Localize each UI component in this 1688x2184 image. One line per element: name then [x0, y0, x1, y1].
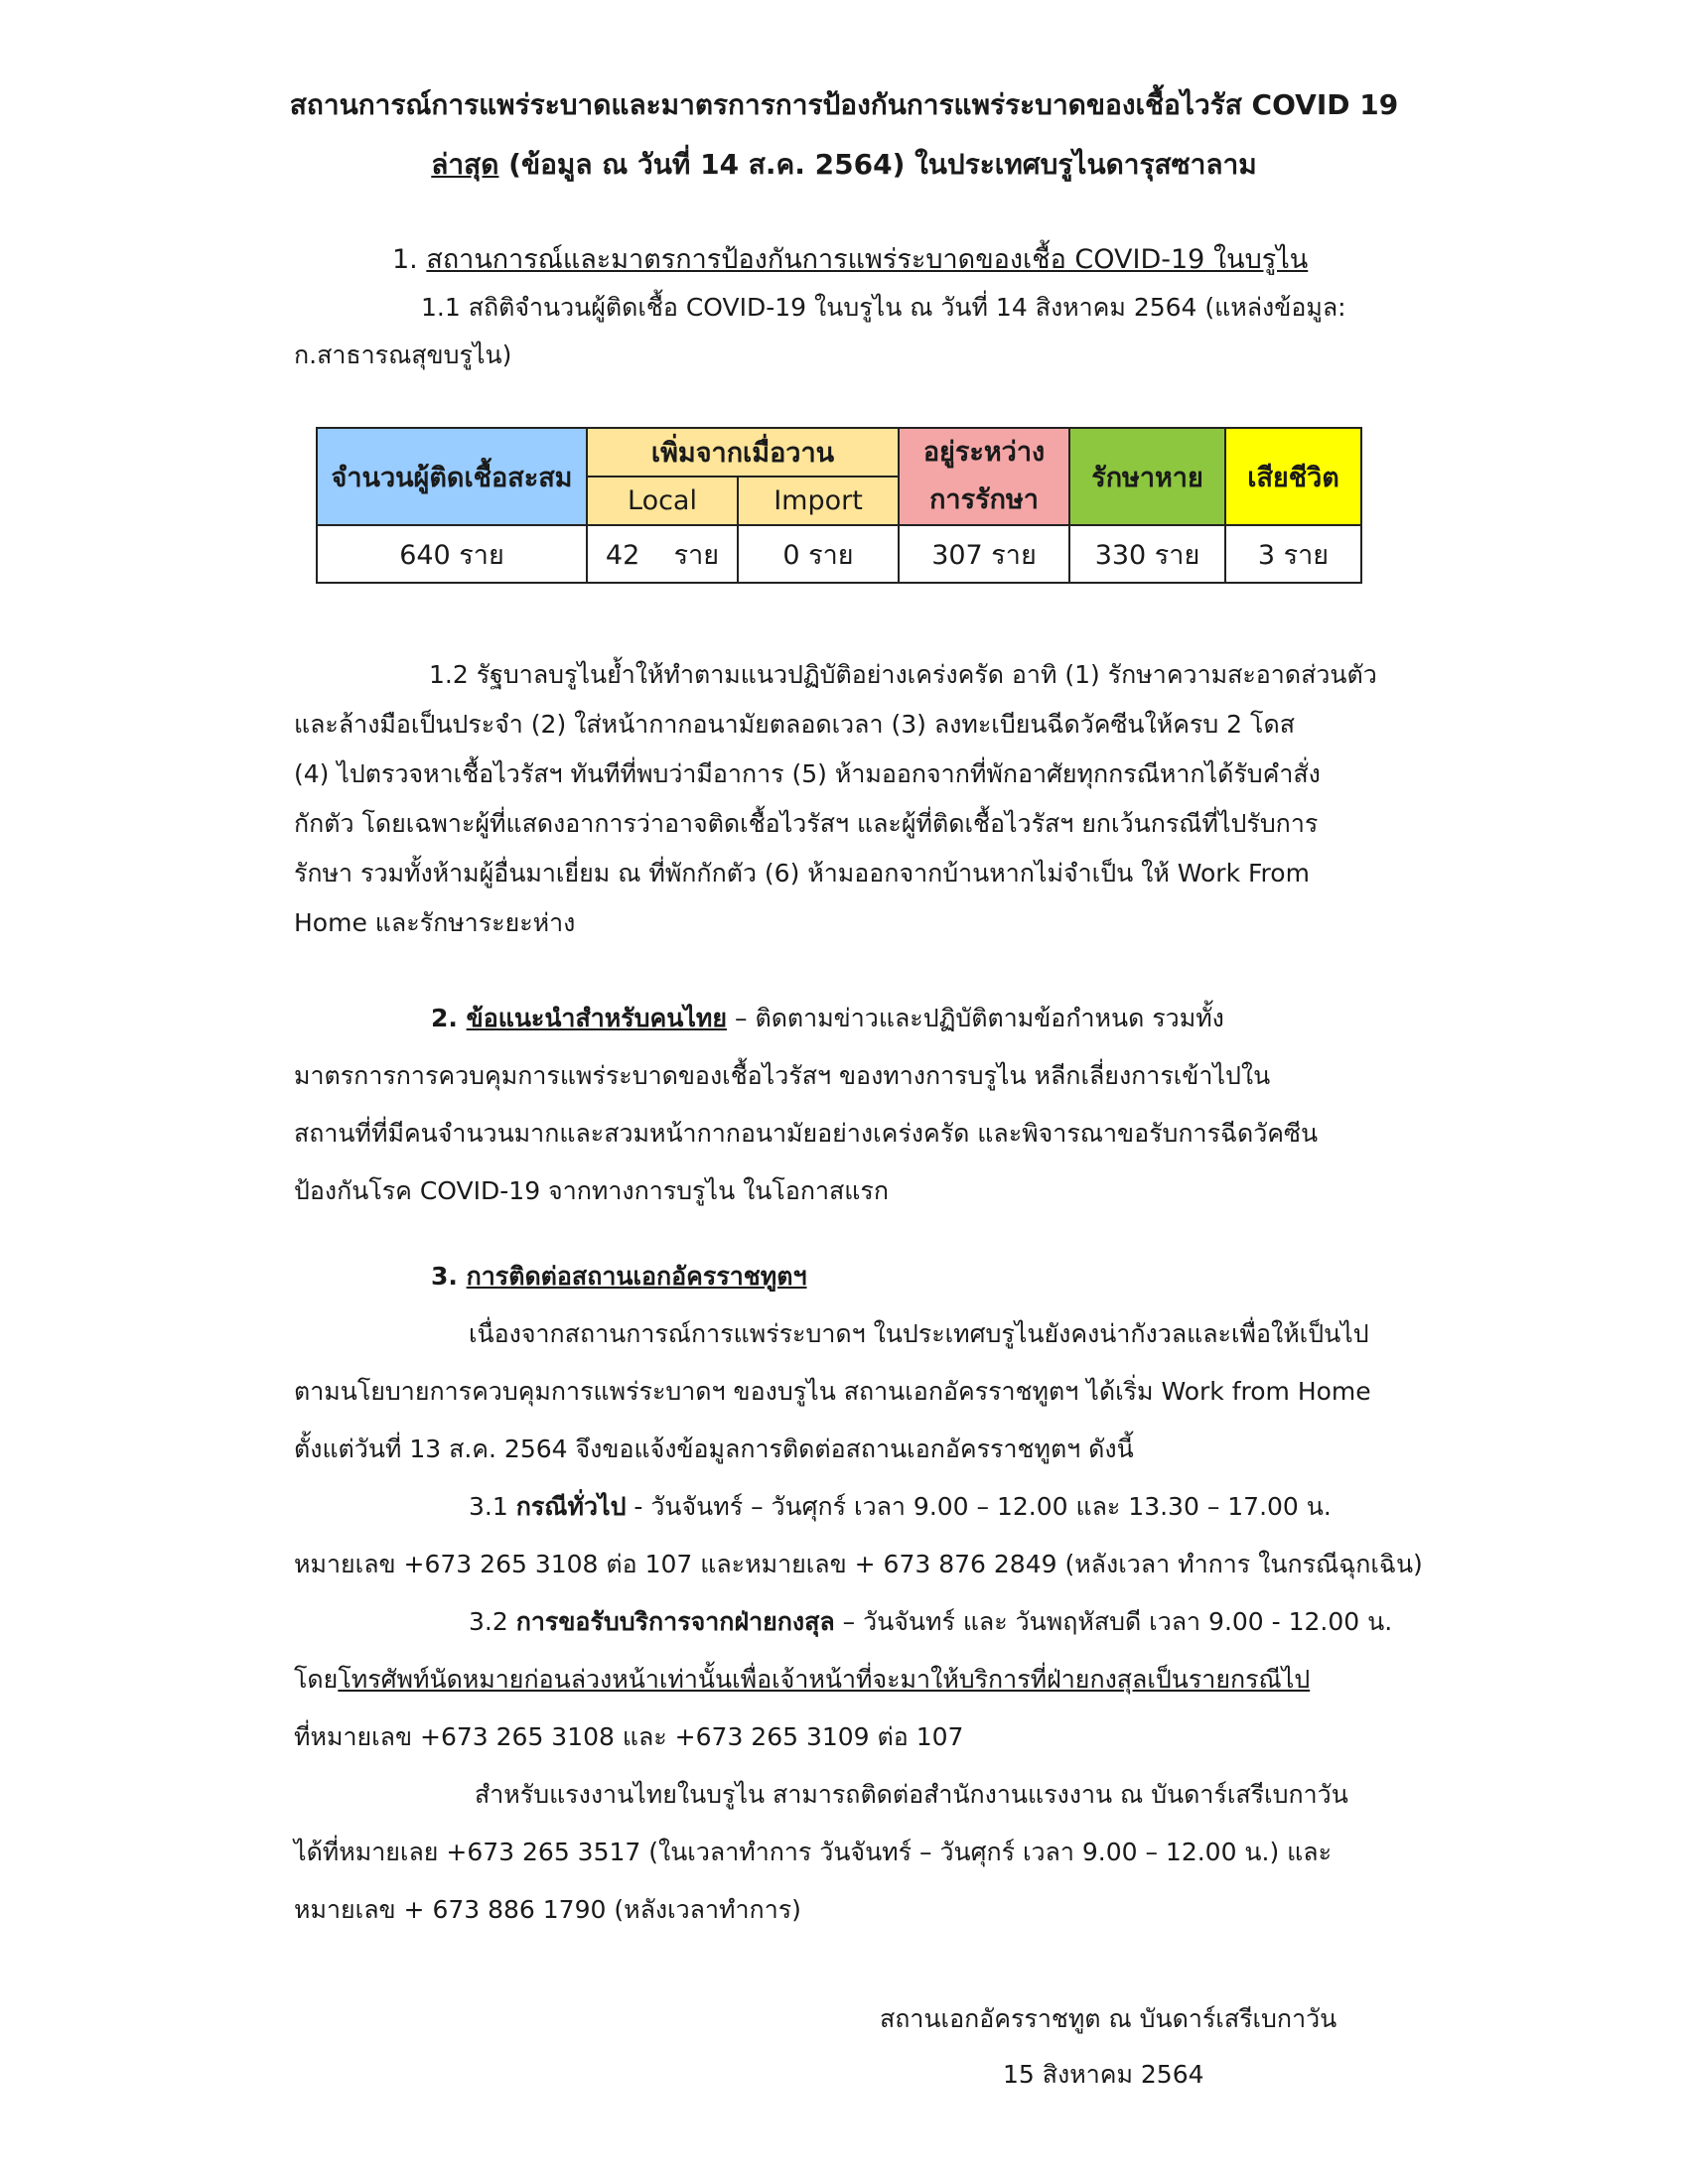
section-3-intro-line: เนื่องจากสถานการณ์การแพร่ระบาดฯ ในประเทศบรูไนยังคงน่ากังวลและเพื่อให้เป็นไป [469, 1319, 1369, 1348]
title-line-2-rest: (ข้อมูล ณ วันที่ 14 ส.ค. 2564) ในประเทศบรูไนดารุสซาลาม [498, 148, 1257, 181]
section-1-2-line: กักตัว โดยเฉพาะผู้ที่แสดงอาการว่าอาจติดเชื้อไวรัสฯ และผู้ที่ติดเชื้อไวรัสฯ ยกเว้นกรณีที่ไปรับการ [294, 809, 1319, 838]
section-1-2-line: รักษา รวมทั้งห้ามผู้อื่นมาเยี่ยม ณ ที่พักกักตัว (6) ห้ามออกจากบ้านหากไม่จำเป็น ให้ Work From [294, 859, 1310, 887]
section-1-2-line: (4) ไปตรวจหาเชื้อไวรัสฯ ทันทีที่พบว่ามีอาการ (5) ห้ามออกจากที่พักอาศัยทุกกรณีหากได้รับคำสั่ง [294, 759, 1321, 788]
value-in-treatment: 307 ราย [899, 525, 1069, 583]
section-2-line: สถานที่ที่มีคนจำนวนมากและสวมหน้ากากอนามัยอย่างเคร่งครัด และพิจารณาขอรับการฉีดวัคซีน [294, 1119, 1319, 1148]
section-1-heading [392, 240, 1308, 280]
document-date: 15 สิงหาคม 2564 [1003, 2060, 1204, 2089]
section-2-line: ป้องกันโรค COVID-19 จากทางการบรูไน ในโอกาสแรก [294, 1176, 889, 1205]
section-3-2-line-2 [294, 1660, 1310, 1700]
embassy-signature: สถานเอกอัครราชทูต ณ บันดาร์เสรีเบกาวัน [880, 2004, 1337, 2033]
section-2-heading [431, 999, 1224, 1038]
covid-stats-table [316, 427, 1362, 584]
header-in-treatment [899, 428, 1069, 525]
section-1-2-line: Home และรักษาระยะห่าง [294, 908, 576, 937]
value-recovered: 330 ราย [1069, 525, 1225, 583]
section-3-2-line-3: ที่หมายเลข +673 265 3108 และ +673 265 3109 ต่อ 107 [294, 1722, 964, 1751]
section-3-number: 3. [431, 1262, 467, 1291]
section-3-title: การติดต่อสถานเอกอัครราชทูตฯ [466, 1262, 807, 1291]
section-3-2-appointment-note: โทรศัพท์นัดหมายก่อนล่วงหน้าเท่านั้นเพื่อเจ้าหน้าที่จะมาให้บริการที่ฝ่ายกงสุลเป็นรายกรณีไป [338, 1665, 1311, 1694]
section-3-1-line-1 [469, 1487, 1332, 1527]
section-1-2-line: 1.2 รัฐบาลบรูไนย้ำให้ทำตามแนวปฏิบัติอย่างเคร่งครัด อาทิ (1) รักษาความสะอาดส่วนตัว [429, 660, 1377, 689]
section-1-number: 1. [392, 244, 427, 275]
section-1-1-line-1: 1.1 สถิติจำนวนผู้ติดเชื้อ COVID-19 ในบรูไน ณ วันที่ 14 สิงหาคม 2564 (แหล่งข้อมูล: [421, 293, 1346, 322]
page-subtitle [0, 145, 1688, 185]
header-cumulative: จำนวนผู้ติดเชื้อสะสม [317, 428, 587, 525]
section-1-title: สถานการณ์และมาตรการป้องกันการแพร่ระบาดของเชื้อ COVID-19 ในบรูไน [426, 244, 1309, 275]
labor-line: หมายเลข + 673 886 1790 (หลังเวลาทำการ) [294, 1895, 801, 1924]
value-cumulative: 640 ราย [317, 525, 587, 583]
section-3-heading [431, 1257, 807, 1297]
value-deaths: 3 ราย [1225, 525, 1361, 583]
section-3-2-number: 3.2 [469, 1607, 516, 1636]
header-recovered: รักษาหาย [1069, 428, 1225, 525]
header-new-since-yesterday: เพิ่มจากเมื่อวาน [587, 428, 899, 477]
labor-line: สำหรับแรงงานไทยในบรูไน สามารถติดต่อสำนักงานแรงงาน ณ บันดาร์เสรีเบกาวัน [475, 1780, 1348, 1809]
header-local: Local [587, 477, 738, 525]
section-1-1-line-2: ก.สาธารณสุขบรูไน) [294, 341, 512, 369]
header-import: Import [738, 477, 899, 525]
labor-line: ได้ที่หมายเลย +673 265 3517 (ในเวลาทำการ วันจันทร์ – วันศุกร์ เวลา 9.00 – 12.00 น.) และ [294, 1838, 1333, 1866]
section-1-2-line: และล้างมือเป็นประจำ (2) ใส่หน้ากากอนามัยตลอดเวลา (3) ลงทะเบียนฉีดวัคซีนให้ครบ 2 โดส [294, 710, 1295, 739]
section-2-title: ข้อแนะนำสำหรับคนไทย [466, 1004, 728, 1032]
header-deaths: เสียชีวิต [1225, 428, 1361, 525]
section-2-line-1-rest: – ติดตามข่าวและปฏิบัติตามข้อกำหนด รวมทั้ง [727, 1004, 1224, 1032]
section-3-1-number: 3.1 [469, 1492, 516, 1521]
title-latest-underlined: ล่าสุด [431, 148, 499, 181]
title-line-1: สถานการณ์การแพร่ระบาดและมาตรการการป้องกันการแพร่ระบาดของเชื้อไวรัส COVID 19 [289, 88, 1399, 121]
section-3-2-line-1 [469, 1602, 1392, 1642]
header-in-treatment-line-1: อยู่ระหว่าง [922, 437, 1046, 468]
section-3-1-title: กรณีทั่วไป [515, 1492, 627, 1521]
value-local: 42 ราย [587, 525, 738, 583]
section-2-number: 2. [431, 1004, 467, 1032]
value-import: 0 ราย [738, 525, 899, 583]
header-in-treatment-line-2: การรักษา [929, 484, 1039, 515]
section-3-2-hours: – วันจันทร์ และ วันพฤหัสบดี เวลา 9.00 - 12.00 น. [834, 1607, 1393, 1636]
page-title [0, 85, 1688, 125]
section-3-intro-line: ตั้งแต่วันที่ 13 ส.ค. 2564 จึงขอแจ้งข้อมูลการติดต่อสถานเอกอัครราชทูตฯ ดังนี้ [294, 1434, 1134, 1463]
section-3-1-line-2: หมายเลข +673 265 3108 ต่อ 107 และหมายเลข + 673 876 2849 (หลังเวลา ทำการ ในกรณีฉุกเฉิน) [294, 1550, 1423, 1578]
section-3-2-by: โดย [294, 1665, 339, 1694]
section-3-intro-line: ตามนโยบายการควบคุมการแพร่ระบาดฯ ของบรูไน สถานเอกอัครราชทูตฯ ได้เริ่ม Work from Home [294, 1377, 1371, 1406]
section-3-2-title: การขอรับบริการจากฝ่ายกงสุล [515, 1607, 835, 1636]
section-2-line: มาตรการการควบคุมการแพร่ระบาดของเชื้อไวรัสฯ ของทางการบรูไน หลีกเลี่ยงการเข้าไปใน [294, 1061, 1271, 1090]
section-3-1-hours: - วันจันทร์ – วันศุกร์ เวลา 9.00 – 12.00 และ 13.30 – 17.00 น. [626, 1492, 1332, 1521]
